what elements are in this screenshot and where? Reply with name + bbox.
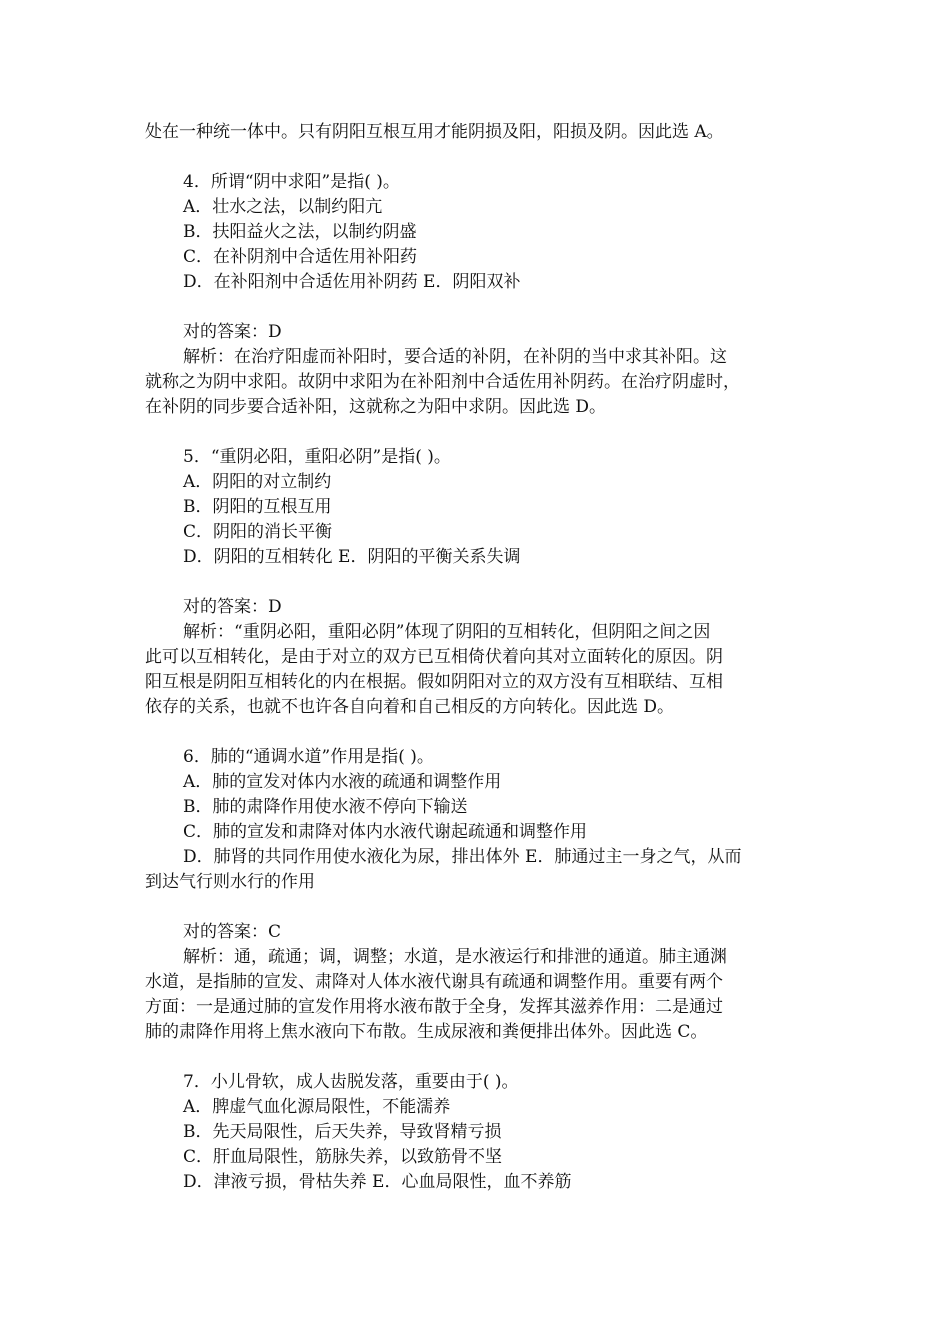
spacer	[145, 1045, 813, 1070]
q4-analysis-line: 解析：在治疗阳虚而补阳时，要合适的补阴，在补阴的当中求其补阳。这	[183, 347, 727, 367]
carryover-text: 处在一种统一体中。只有阴阳互根互用才能阴损及阳，阳损及阴。因此选 A。	[145, 122, 724, 142]
q4-option-b: B．扶阳益火之法，以制约阴盛	[183, 222, 417, 242]
q6-analysis-line: 方面：一是通过肺的宣发作用将水液布散于全身，发挥其滋养作用：二是通过	[145, 997, 723, 1017]
q5-option-a: A．阴阳的对立制约	[183, 472, 332, 492]
question-5: 5．“重阴必阳，重阳必阴”是指( )。	[183, 447, 451, 467]
q6-option-d-e: D．肺肾的共同作用使水液化为尿，排出体外 E．肺通过主一身之气，从而	[183, 847, 742, 867]
q6-analysis-line: 水道，是指肺的宣发、肃降对人体水液代谢具有疏通和调整作用。重要有两个	[145, 972, 723, 992]
spacer	[145, 720, 813, 745]
q4-analysis-line: 在补阴的同步要合适补阳，这就称之为阳中求阴。因此选 D。	[145, 397, 607, 417]
q6-answer: 对的答案：C	[183, 922, 282, 942]
question-4: 4．所谓“阴中求阳”是指( )。	[183, 172, 400, 192]
q4-analysis-line: 就称之为阴中求阳。故阴中求阳为在补阳剂中合适佐用补阴药。在治疗阴虚时，	[145, 372, 740, 392]
q5-option-d-e: D．阴阳的互相转化 E．阴阳的平衡关系失调	[183, 547, 521, 567]
question-7: 7．小儿骨软，成人齿脱发落，重要由于( )。	[183, 1072, 519, 1092]
q6-option-e-cont: 到达气行则水行的作用	[145, 872, 315, 892]
spacer	[145, 570, 813, 595]
q5-analysis-line: 依存的关系，也就不也许各自向着和自己相反的方向转化。因此选 D。	[145, 697, 675, 717]
q4-answer: 对的答案：D	[183, 322, 282, 342]
q6-option-a: A．肺的宣发对体内水液的疏通和调整作用	[183, 772, 502, 792]
q7-option-c: C．肝血局限性，筋脉失养，以致筋骨不坚	[183, 1147, 503, 1167]
spacer	[145, 295, 813, 320]
q4-option-c: C．在补阴剂中合适佐用补阳药	[183, 247, 418, 267]
q7-option-b: B．先天局限性，后天失养，导致肾精亏损	[183, 1122, 502, 1142]
q6-option-c: C．肺的宣发和肃降对体内水液代谢起疏通和调整作用	[183, 822, 588, 842]
q5-option-b: B．阴阳的互根互用	[183, 497, 332, 517]
spacer	[145, 145, 813, 170]
spacer	[145, 420, 813, 445]
q7-option-d-e: D．津液亏损，骨枯失养 E．心血局限性，血不养筋	[183, 1172, 572, 1192]
q5-analysis-line: 解析：“重阴必阳，重阳必阴”体现了阴阳的互相转化，但阴阳之间之因	[183, 622, 711, 642]
q4-option-d-e: D．在补阳剂中合适佐用补阴药 E．阴阳双补	[183, 272, 521, 292]
q7-option-a: A．脾虚气血化源局限性，不能濡养	[183, 1097, 451, 1117]
spacer	[145, 895, 813, 920]
q6-option-b: B．肺的肃降作用使水液不停向下输送	[183, 797, 468, 817]
q6-analysis-line: 解析：通，疏通；调，调整；水道，是水液运行和排泄的通道。肺主通渊	[183, 947, 727, 967]
q5-analysis-line: 阳互根是阴阳互相转化的内在根据。假如阴阳对立的双方没有互相联结、互相	[145, 672, 723, 692]
document-page	[145, 120, 813, 1195]
q5-analysis-line: 此可以互相转化，是由于对立的双方已互相倚伏着向其对立面转化的原因。阴	[145, 647, 723, 667]
q5-answer: 对的答案：D	[183, 597, 282, 617]
question-6: 6．肺的“通调水道”作用是指( )。	[183, 747, 434, 767]
q5-option-c: C．阴阳的消长平衡	[183, 522, 333, 542]
q6-analysis-line: 肺的肃降作用将上焦水液向下布散。生成尿液和粪便排出体外。因此选 C。	[145, 1022, 708, 1042]
q4-option-a: A．壮水之法，以制约阳亢	[183, 197, 383, 217]
